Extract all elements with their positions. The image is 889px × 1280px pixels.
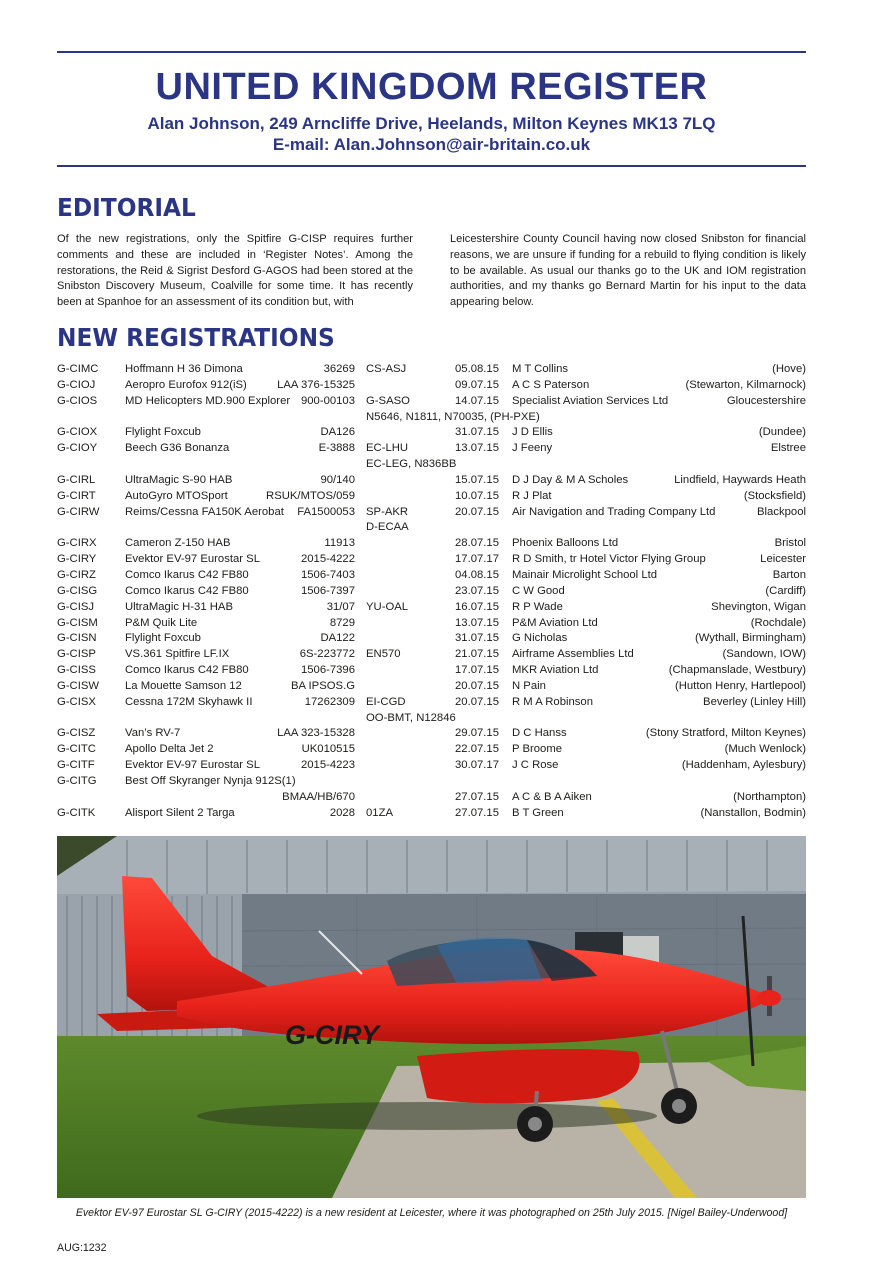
registration-mark: G-CISM xyxy=(57,616,98,629)
aircraft-type: Beech G36 Bonanza xyxy=(125,442,230,455)
registration-mark: G-CISS xyxy=(57,664,96,677)
registration-row xyxy=(57,758,806,774)
constructor-number: 11913 xyxy=(324,537,355,550)
constructor-number: FA1500053 xyxy=(297,505,355,518)
constructor-number: 6S-223772 xyxy=(299,648,355,661)
constructor-number: 900-00103 xyxy=(300,394,355,407)
base-location: Leicester xyxy=(760,553,806,566)
constructor-number: RSUK/MTOS/059 xyxy=(266,489,355,502)
aircraft-type: Comco Ikarus C42 FB80 xyxy=(125,568,249,581)
registration-mark: G-CIRT xyxy=(57,489,96,502)
owner-name: J Feeny xyxy=(512,442,553,455)
registration-row xyxy=(57,473,806,489)
registration-date: 15.07.15 xyxy=(455,473,499,486)
registration-mark: G-CISG xyxy=(57,584,98,597)
base-location: (Hutton Henry, Hartlepool) xyxy=(674,679,806,692)
base-location: Lindfield, Haywards Heath xyxy=(674,473,806,486)
photo-caption: Evektor EV-97 Eurostar SL G-CIRY (2015-4222) is a new resident at Leicester, where it was photographed on 25th July 2015. [Nigel Bailey-Underwood] xyxy=(75,1207,788,1219)
base-location: (Chapmanslade, Westbury) xyxy=(668,664,806,677)
base-location: (Sandown, IOW) xyxy=(722,648,806,661)
base-location: Elstree xyxy=(770,442,806,455)
aircraft-type: Flylight Foxcub xyxy=(125,632,201,645)
constructor-number: UK010515 xyxy=(301,743,355,756)
base-location: (Haddenham, Aylesbury) xyxy=(681,759,806,772)
registration-mark: G-CIOX xyxy=(57,426,98,439)
page-folio: AUG:1232 xyxy=(57,1242,107,1254)
constructor-number: DA122 xyxy=(320,632,355,645)
base-location: (Wythall, Birmingham) xyxy=(694,632,806,645)
owner-name: P&M Aviation Ltd xyxy=(512,616,598,629)
registration-row xyxy=(57,616,806,632)
registration-mark: G-CIRL xyxy=(57,473,96,486)
constructor-number: E-3888 xyxy=(318,442,355,455)
base-location: (Rochdale) xyxy=(750,616,806,629)
registration-row xyxy=(57,536,806,552)
constructor-number: 8729 xyxy=(329,616,355,629)
registration-mark: G-CITF xyxy=(57,759,95,772)
base-location: (Nanstallon, Bodmin) xyxy=(700,806,806,819)
previous-identities: N5646, N1811, N70035, (PH-PXE) xyxy=(366,410,540,423)
registration-mark: G-CIRZ xyxy=(57,568,96,581)
previous-identity: CS-ASJ xyxy=(366,363,407,375)
page-title: UNITED KINGDOM REGISTER xyxy=(155,66,708,108)
constructor-number: 2028 xyxy=(329,806,355,819)
base-location: Gloucestershire xyxy=(726,394,806,407)
registration-date: 20.07.15 xyxy=(455,695,499,708)
registration-row xyxy=(57,695,806,711)
base-location: (Much Wenlock) xyxy=(724,743,806,756)
registration-date: 10.07.15 xyxy=(455,489,499,502)
constructor-number: LAA 323-15328 xyxy=(277,727,355,740)
constructor-number: 1506-7397 xyxy=(300,584,355,597)
registration-mark: G-CISZ xyxy=(57,727,96,740)
registration-date: 20.07.15 xyxy=(455,505,499,518)
owner-name: M T Collins xyxy=(512,363,569,375)
owner-name: N Pain xyxy=(512,679,546,692)
registration-mark: G-CISN xyxy=(57,632,97,645)
header-rule-bottom xyxy=(57,165,806,167)
previous-identity: G-SASO xyxy=(366,394,410,407)
aircraft-type: Evektor EV-97 Eurostar SL xyxy=(125,553,260,566)
registrations-table xyxy=(57,362,806,821)
constructor-number: 90/140 xyxy=(320,473,355,486)
registration-date: 29.07.15 xyxy=(455,727,499,740)
registration-date: 14.07.15 xyxy=(455,394,499,407)
registration-note-row xyxy=(57,711,806,727)
aircraft-type: Reims/Cessna FA150K Aerobat xyxy=(125,505,284,518)
aircraft-type: Aeropro Eurofox 912(iS) xyxy=(125,378,247,391)
constructor-number: BMAA/HB/670 xyxy=(282,790,355,803)
owner-name: Airframe Assemblies Ltd xyxy=(512,648,634,661)
owner-name: R J Plat xyxy=(512,489,552,502)
registration-row xyxy=(57,394,806,410)
registration-row xyxy=(57,806,806,822)
registration-date: 31.07.15 xyxy=(455,426,499,439)
previous-identity: EC-LHU xyxy=(366,442,409,455)
registration-row xyxy=(57,584,806,600)
registration-note-row xyxy=(57,457,806,473)
previous-identities: D-ECAA xyxy=(366,521,409,534)
aircraft-type: Van’s RV-7 xyxy=(125,727,181,740)
registration-date: 17.07.15 xyxy=(455,664,499,677)
constructor-number: DA126 xyxy=(320,426,355,439)
registration-mark: G-CIMC xyxy=(57,363,99,375)
aircraft-type: AutoGyro MTOSport xyxy=(125,489,228,502)
registration-date: 30.07.17 xyxy=(455,759,499,772)
owner-name: D C Hanss xyxy=(512,727,567,740)
constructor-number: 2015-4223 xyxy=(300,759,355,772)
previous-identities: OO-BMT, N12846 xyxy=(366,711,456,724)
registration-mark: G-CISX xyxy=(57,695,96,708)
aircraft-type: Best Off Skyranger Nynja 912S(1) xyxy=(125,774,296,787)
aircraft-type: Evektor EV-97 Eurostar SL xyxy=(125,759,260,772)
aircraft-type: Hoffmann H 36 Dimona xyxy=(125,363,243,375)
constructor-number: BA IPSOS.G xyxy=(290,679,355,692)
owner-name: A C & B A Aiken xyxy=(512,790,592,803)
aircraft-type: Comco Ikarus C42 FB80 xyxy=(125,584,249,597)
new-registrations-heading: NEW REGISTRATIONS xyxy=(57,323,335,352)
base-location: (Stewarton, Kilmarnock) xyxy=(685,378,806,391)
aircraft-type: Cessna 172M Skyhawk II xyxy=(125,695,253,708)
constructor-number: 2015-4222 xyxy=(300,553,355,566)
owner-name: C W Good xyxy=(512,584,565,597)
previous-identities: EC-LEG, N836BB xyxy=(366,458,457,471)
registration-mark: G-CITK xyxy=(57,806,96,819)
editor-address: Alan Johnson, 249 Arncliffe Drive, Heelands, Milton Keynes MK13 7LQ xyxy=(147,114,716,133)
registration-date: 22.07.15 xyxy=(455,743,499,756)
base-location: (Stony Stratford, Milton Keynes) xyxy=(645,727,806,740)
owner-name: B T Green xyxy=(512,806,564,819)
base-location: (Stocksfield) xyxy=(743,489,806,502)
header-rule-top xyxy=(57,51,806,53)
registration-date: 13.07.15 xyxy=(455,442,499,455)
registration-row xyxy=(57,774,806,790)
registration-mark: G-CISP xyxy=(57,648,96,661)
registration-mark: G-CIOJ xyxy=(57,378,96,391)
registration-mark: G-CIRW xyxy=(57,505,100,518)
owner-name: MKR Aviation Ltd xyxy=(512,664,599,677)
owner-name: Phoenix Balloons Ltd xyxy=(512,537,619,550)
aircraft-type: Flylight Foxcub xyxy=(125,426,201,439)
registration-row xyxy=(57,425,806,441)
registration-date: 23.07.15 xyxy=(455,584,499,597)
registration-date: 27.07.15 xyxy=(455,806,499,819)
registration-row xyxy=(57,726,806,742)
constructor-number: LAA 376-15325 xyxy=(277,378,355,391)
registration-row xyxy=(57,663,806,679)
registration-row xyxy=(57,647,806,663)
previous-identity: YU-OAL xyxy=(366,600,409,613)
previous-identity: SP-AKR xyxy=(366,505,409,518)
aircraft-type: UltraMagic H-31 HAB xyxy=(125,600,233,613)
registration-row xyxy=(57,631,806,647)
constructor-number: 17262309 xyxy=(304,695,355,708)
base-location: Bristol xyxy=(774,537,806,550)
registration-date: 21.07.15 xyxy=(455,648,499,661)
base-location: Shevington, Wigan xyxy=(711,600,806,613)
base-location: Barton xyxy=(772,568,806,581)
registration-mark: G-CISW xyxy=(57,679,100,692)
aircraft-type: La Mouette Samson 12 xyxy=(125,679,242,692)
owner-name: J D Ellis xyxy=(512,426,553,439)
owner-name: R M A Robinson xyxy=(512,695,594,708)
aircraft-type: Cameron Z-150 HAB xyxy=(125,537,231,550)
registration-row xyxy=(57,362,806,378)
registration-date: 20.07.15 xyxy=(455,679,499,692)
aircraft-registration-marking: G-CIRY xyxy=(285,1020,380,1050)
owner-name: J C Rose xyxy=(512,759,559,772)
registration-mark: G-CIRY xyxy=(57,553,97,566)
registration-date: 28.07.15 xyxy=(455,537,499,550)
editorial-column-2: Leicestershire County Council having now closed Snibston for financial reasons, we are unsure if funding for a rebuild to flying condition is likely to be available. As usual our thanks go to the UK and IOM registration authorities, and my thanks go Bernard Martin for his input to the data appearing below. xyxy=(450,233,806,309)
registration-mark: G-CIRX xyxy=(57,537,97,550)
owner-name: A C S Paterson xyxy=(512,378,590,391)
registration-date: 16.07.15 xyxy=(455,600,499,613)
aircraft-type: P&M Quik Lite xyxy=(125,616,198,629)
previous-identity: EI-CGD xyxy=(366,695,406,708)
registration-note-row xyxy=(57,520,806,536)
registration-date: 05.08.15 xyxy=(455,363,499,375)
aircraft-type: UltraMagic S-90 HAB xyxy=(125,473,233,486)
owner-name: P Broome xyxy=(512,743,563,756)
base-location: Beverley (Linley Hill) xyxy=(703,695,806,708)
registration-row xyxy=(57,742,806,758)
registration-row xyxy=(57,378,806,394)
aircraft-type: MD Helicopters MD.900 Explorer xyxy=(125,394,291,407)
registration-date: 27.07.15 xyxy=(455,790,499,803)
registration-row xyxy=(57,600,806,616)
owner-name: Air Navigation and Trading Company Ltd xyxy=(512,505,716,518)
registration-mark: G-CITG xyxy=(57,774,97,787)
aircraft-type: VS.361 Spitfire LF.IX xyxy=(125,648,230,661)
owner-name: D J Day & M A Scholes xyxy=(512,473,629,486)
registration-date: 09.07.15 xyxy=(455,378,499,391)
registration-mark: G-CIOY xyxy=(57,442,98,455)
registration-row xyxy=(57,489,806,505)
registration-date: 04.08.15 xyxy=(455,568,499,581)
owner-name: R D Smith, tr Hotel Victor Flying Group xyxy=(512,553,706,566)
constructor-number: 1506-7403 xyxy=(300,568,355,581)
registration-date: 17.07.17 xyxy=(455,553,499,566)
registration-date: 13.07.15 xyxy=(455,616,499,629)
base-location: (Dundee) xyxy=(758,426,806,439)
aircraft-photo xyxy=(57,836,806,1198)
base-location: Blackpool xyxy=(757,505,806,518)
registration-row xyxy=(57,568,806,584)
registration-mark: G-CISJ xyxy=(57,600,95,613)
previous-identity: EN570 xyxy=(366,648,401,661)
aircraft-type: Alisport Silent 2 Targa xyxy=(125,806,235,819)
registration-row xyxy=(57,552,806,568)
registration-note-row xyxy=(57,410,806,426)
registration-row xyxy=(57,505,806,521)
registration-mark: G-CIOS xyxy=(57,394,98,407)
aircraft-type: Comco Ikarus C42 FB80 xyxy=(125,664,249,677)
base-location: (Hove) xyxy=(772,363,806,375)
registration-row xyxy=(57,790,806,806)
aircraft-type: Apollo Delta Jet 2 xyxy=(125,743,214,756)
registration-row xyxy=(57,679,806,695)
constructor-number: 31/07 xyxy=(326,600,355,613)
owner-name: Specialist Aviation Services Ltd xyxy=(512,394,669,407)
base-location: (Northampton) xyxy=(733,790,806,803)
constructor-number: 36269 xyxy=(323,363,355,375)
editor-email: E-mail: Alan.Johnson@air-britain.co.uk xyxy=(272,135,591,154)
editorial-column-1: Of the new registrations, only the Spitfire G-CISP requires further comments and these are included in ‘Register Notes’. Among the restorations, the Reid & Sigrist Desford G-AGOS had been stored at the Snibston Discovery Museum, Coalville for some time. It has recently been at Spanhoe for an assessment of its condition but, with xyxy=(57,233,413,309)
editorial-heading: EDITORIAL xyxy=(57,193,196,222)
registration-mark: G-CITC xyxy=(57,743,96,756)
previous-identity: 01ZA xyxy=(366,806,394,819)
registration-date: 31.07.15 xyxy=(455,632,499,645)
base-location: (Cardiff) xyxy=(765,584,806,597)
registration-row xyxy=(57,441,806,457)
owner-name: G Nicholas xyxy=(512,632,568,645)
constructor-number: 1506-7396 xyxy=(300,664,355,677)
owner-name: Mainair Microlight School Ltd xyxy=(512,568,658,581)
owner-name: R P Wade xyxy=(512,600,563,613)
